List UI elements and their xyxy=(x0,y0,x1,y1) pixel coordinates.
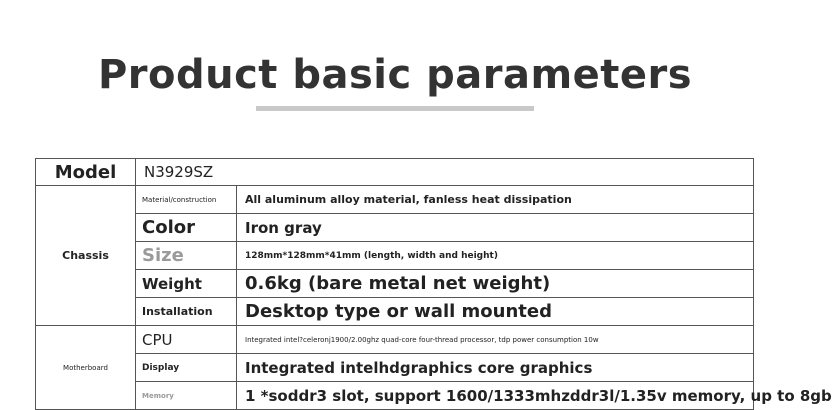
table-row-model xyxy=(36,159,754,186)
row-value-size: 128mm*128mm*41mm (length, width and height) xyxy=(237,242,754,270)
row-value-material: All aluminum alloy material, fanless heat dissipation xyxy=(237,186,754,214)
row-label-memory: Memory xyxy=(136,382,237,410)
page-title: Product basic parameters xyxy=(97,52,693,98)
table-row xyxy=(36,326,754,354)
model-value: N3929SZ xyxy=(136,159,754,186)
title-underline xyxy=(256,106,534,111)
row-value-cpu: Integrated intel?celeronj1900/2.00ghz quad-core four-thread processor, tdp power consumption 10w xyxy=(237,326,754,354)
chassis-label: Chassis xyxy=(36,186,136,326)
row-value-memory: 1 *soddr3 slot, support 1600/1333mhzddr3l/1.35v memory, up to 8gb xyxy=(237,382,754,410)
model-label: Model xyxy=(36,159,136,186)
row-label-material: Material/construction xyxy=(136,186,237,214)
table-row xyxy=(36,354,754,382)
row-label-color: Color xyxy=(136,214,237,242)
row-label-size: Size xyxy=(136,242,237,270)
row-value-color: Iron gray xyxy=(237,214,754,242)
table-row xyxy=(36,270,754,298)
row-label-cpu: CPU xyxy=(136,326,237,354)
row-value-installation: Desktop type or wall mounted xyxy=(237,298,754,326)
parameters-table xyxy=(35,158,832,410)
table-row xyxy=(36,242,754,270)
row-label-installation: Installation xyxy=(136,298,237,326)
row-label-display: Display xyxy=(136,354,237,382)
motherboard-label: Motherboard xyxy=(36,326,136,410)
table-row xyxy=(36,298,754,326)
table-row xyxy=(36,186,754,214)
row-value-weight: 0.6kg (bare metal net weight) xyxy=(237,270,754,298)
row-label-weight: Weight xyxy=(136,270,237,298)
table-row xyxy=(36,214,754,242)
table-row xyxy=(36,382,754,410)
row-value-display: Integrated intelhdgraphics core graphics xyxy=(237,354,754,382)
